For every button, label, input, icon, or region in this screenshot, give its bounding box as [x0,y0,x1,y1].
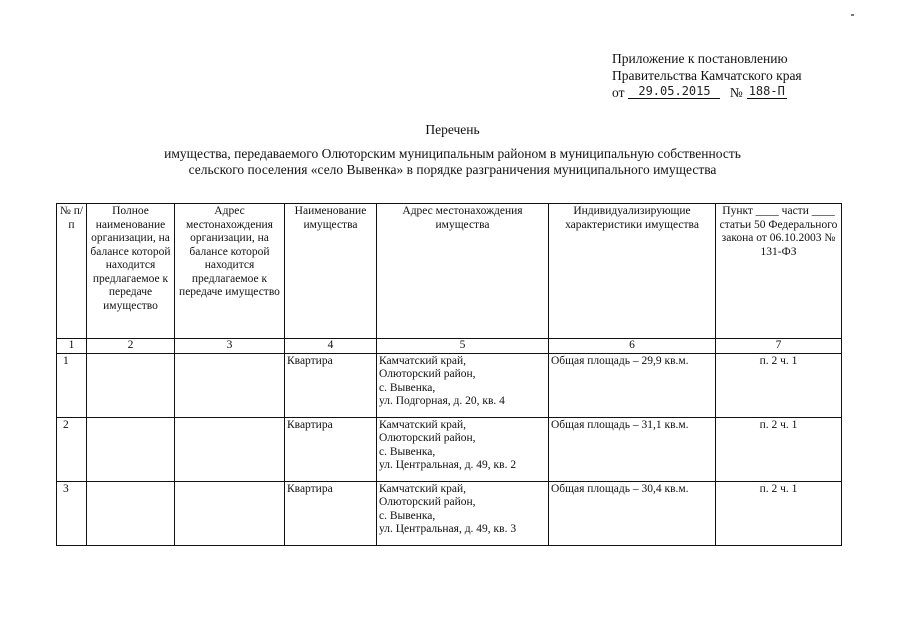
address-line: с. Вывенка, [379,381,436,394]
table-header-row [57,204,842,339]
address-line: Олюторский район, [379,432,476,444]
row-property-name: Квартира [285,481,377,545]
approval-line-3 [612,84,802,101]
row-number: 3 [57,481,87,545]
row-org-address [175,481,285,545]
row-org-address [175,353,285,417]
row-property-name: Квартира [285,417,377,481]
address-line: ул. Центральная, д. 49, кв. 3 [379,523,517,535]
row-characteristics: Общая площадь – 29,9 кв.м. [549,353,716,417]
address-line: с. Вывенка, [379,509,436,522]
address-line: ул. Центральная, д. 49, кв. 2 [379,459,517,471]
row-clause: п. 2 ч. 1 [716,417,842,481]
property-table [56,203,842,546]
address-line: Олюторский район, [379,368,476,380]
column-number: 5 [377,339,549,354]
approval-number-label: № [729,85,743,100]
row-clause: п. 2 ч. 1 [716,353,842,417]
table-row [57,417,842,481]
approval-line-2: Правительства Камчатского края [612,68,802,83]
row-org-name [87,481,175,545]
row-clause: п. 2 ч. 1 [716,481,842,545]
row-org-address [175,417,285,481]
column-number: 4 [285,339,377,354]
row-address [377,353,549,417]
address-line: Камчатский край, [379,482,467,495]
address-line: ул. Подгорная, д. 20, кв. 4 [379,395,505,407]
column-number: 1 [57,339,87,354]
approval-line-1: Приложение к постановлению [612,51,788,66]
row-characteristics: Общая площадь – 31,1 кв.м. [549,417,716,481]
header-characteristics: Индивидуализирующие характеристики имущества [549,204,716,339]
column-number: 3 [175,339,285,354]
table-row [57,353,842,417]
document-subtitle-line-2: сельского поселения «село Вывенка» в порядке разграничения муниципального имущества [188,162,717,177]
row-characteristics: Общая площадь – 30,4 кв.м. [549,481,716,545]
row-org-name [87,353,175,417]
row-address [377,417,549,481]
header-address: Адрес местонахождения имущества [377,204,549,339]
header-org-name: Полное наименование организации, на балансе которой находится предлагаемое к передаче имущество [87,204,175,339]
document-heading: Перечень [425,122,480,137]
row-property-name: Квартира [285,353,377,417]
scan-speck [851,14,854,16]
table-row [57,481,842,545]
approval-block [612,50,802,101]
column-number: 6 [549,339,716,354]
address-line: Олюторский район, [379,496,476,508]
row-address [377,481,549,545]
header-property-name: Наименование имущества [285,204,377,339]
row-number: 1 [57,353,87,417]
document-subtitle-line-1: имущества, передаваемого Олюторским муниципальным районом в муниципальную собственность [164,146,741,161]
column-number: 2 [87,339,175,354]
address-line: Камчатский край, [379,418,467,431]
column-numbers-row [57,339,842,354]
header-clause: Пункт ____ части ____ статьи 50 Федерального закона от 06.10.2003 № 131-ФЗ [716,204,842,339]
header-org-address: Адрес местонахождения организации, на балансе которой находится предлагаемое к передаче имущество [175,204,285,339]
approval-date: 29.05.2015 [628,85,720,99]
approval-number: 188-П [748,84,785,98]
address-line: Камчатский край, [379,354,467,367]
column-number: 7 [716,339,842,354]
address-line: с. Вывенка, [379,445,436,458]
row-org-name [87,417,175,481]
header-no: № п/п [57,204,87,339]
row-number: 2 [57,417,87,481]
approval-from-label: от [612,85,625,100]
